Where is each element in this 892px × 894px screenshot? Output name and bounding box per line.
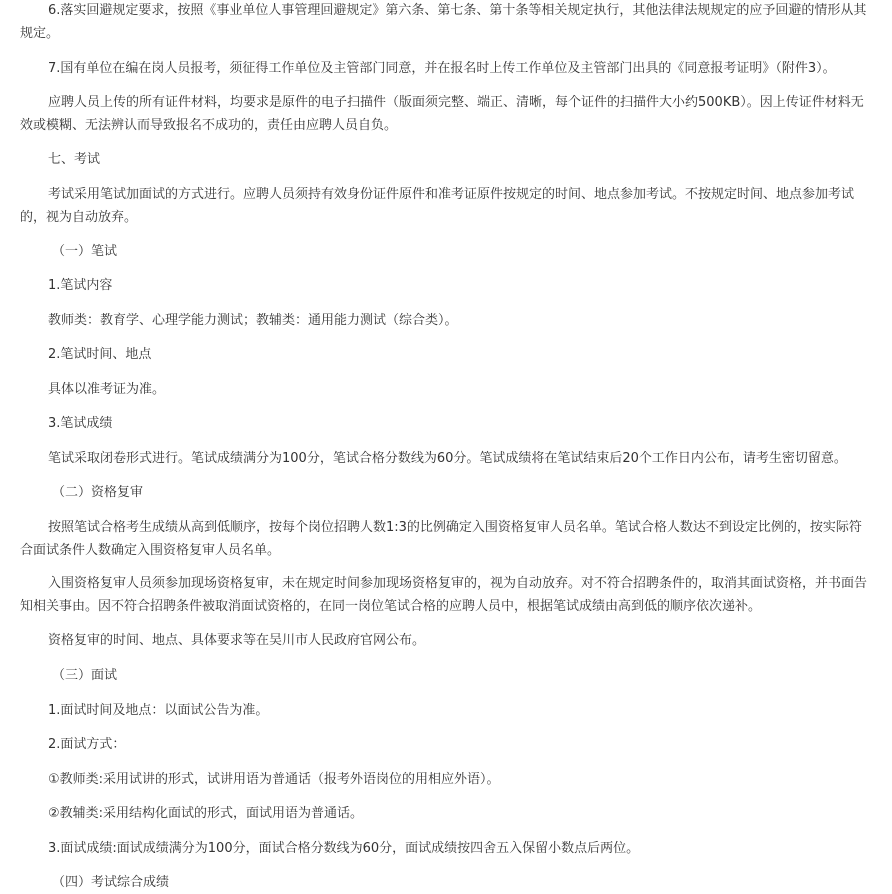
paragraph-written-content: 教师类：教育学、心理学能力测试；教辅类：通用能力测试（综合类）。: [48, 313, 458, 328]
section-heading-exam: 七、考试: [48, 152, 101, 167]
item-written-score-title: 3.笔试成绩: [48, 416, 113, 431]
paragraph-avoidance-rule: 6.落实回避规定要求，按照《事业单位人事管理回避规定》第六条、第七条、第十条等相关规定执行，其他法律法规规定的应予回避的情形从其规定。: [20, 3, 867, 41]
item-written-content-title: 1.笔试内容: [48, 278, 113, 293]
paragraph-exam-method: 考试采用笔试加面试的方式进行。应聘人员须持有效身份证件原件和准考证原件按规定的时间、地点参加考试。不按规定时间、地点参加考试的，视为自动放弃。: [20, 187, 855, 225]
paragraph-written-score: 笔试采取闭卷形式进行。笔试成绩满分为100分，笔试合格分数线为60分。笔试成绩将在笔试结束后20个工作日内公布，请考生密切留意。: [48, 451, 847, 466]
item-interview-score: 3.面试成绩:面试成绩满分为100分，面试合格分数线为60分，面试成绩按四舍五入保留小数点后两位。: [48, 841, 640, 856]
paragraph-review-shortlist: 按照笔试合格考生成绩从高到低顺序，按每个岗位招聘人数1:3的比例确定入围资格复审人员名单。笔试合格人数达不到设定比例的，按实际符合面试条件人数确定入围资格复审人员名单。: [20, 520, 862, 558]
paragraph-review-announcement: 资格复审的时间、地点、具体要求等在吴川市人民政府官网公布。: [48, 633, 426, 648]
paragraph-written-time: 具体以准考证为准。: [48, 382, 166, 397]
subheading-overall-score: （四）考试综合成绩: [52, 875, 170, 890]
subheading-interview: （三）面试: [52, 668, 118, 683]
item-interview-method-title: 2.面试方式：: [48, 737, 126, 752]
paragraph-review-onsite: 入围资格复审人员须参加现场资格复审，未在规定时间参加现场资格复审的，视为自动放弃。对不符合招聘条件的，取消其面试资格，并书面告知相关事由。因不符合招聘条件被取消面试资格的，在同一岗位笔试合格的应聘人员中，根据笔试成绩由高到低的顺序依次递补。: [20, 576, 868, 614]
item-interview-time: 1.面试时间及地点：以面试公告为准。: [48, 703, 269, 718]
item-interview-teacher: ①教师类:采用试讲的形式，试讲用语为普通话（报考外语岗位的用相应外语）。: [48, 772, 500, 787]
item-written-time-title: 2.笔试时间、地点: [48, 347, 152, 362]
subheading-qualification-review: （二）资格复审: [52, 485, 144, 500]
paragraph-upload-materials: 应聘人员上传的所有证件材料，均要求是原件的电子扫描件（版面须完整、端正、清晰，每个证件的扫描件大小约500KB）。因上传证件材料无效或模糊、无法辨认而导致报名不成功的，责任由应聘人员自负。: [20, 95, 864, 133]
subheading-written-exam: （一）笔试: [52, 244, 118, 259]
paragraph-consent-certificate: 7.国有单位在编在岗人员报考，须征得工作单位及主管部门同意，并在报名时上传工作单位及主管部门出具的《同意报考证明》（附件3）。: [48, 61, 836, 76]
item-interview-support: ②教辅类:采用结构化面试的形式，面试用语为普通话。: [48, 806, 364, 821]
